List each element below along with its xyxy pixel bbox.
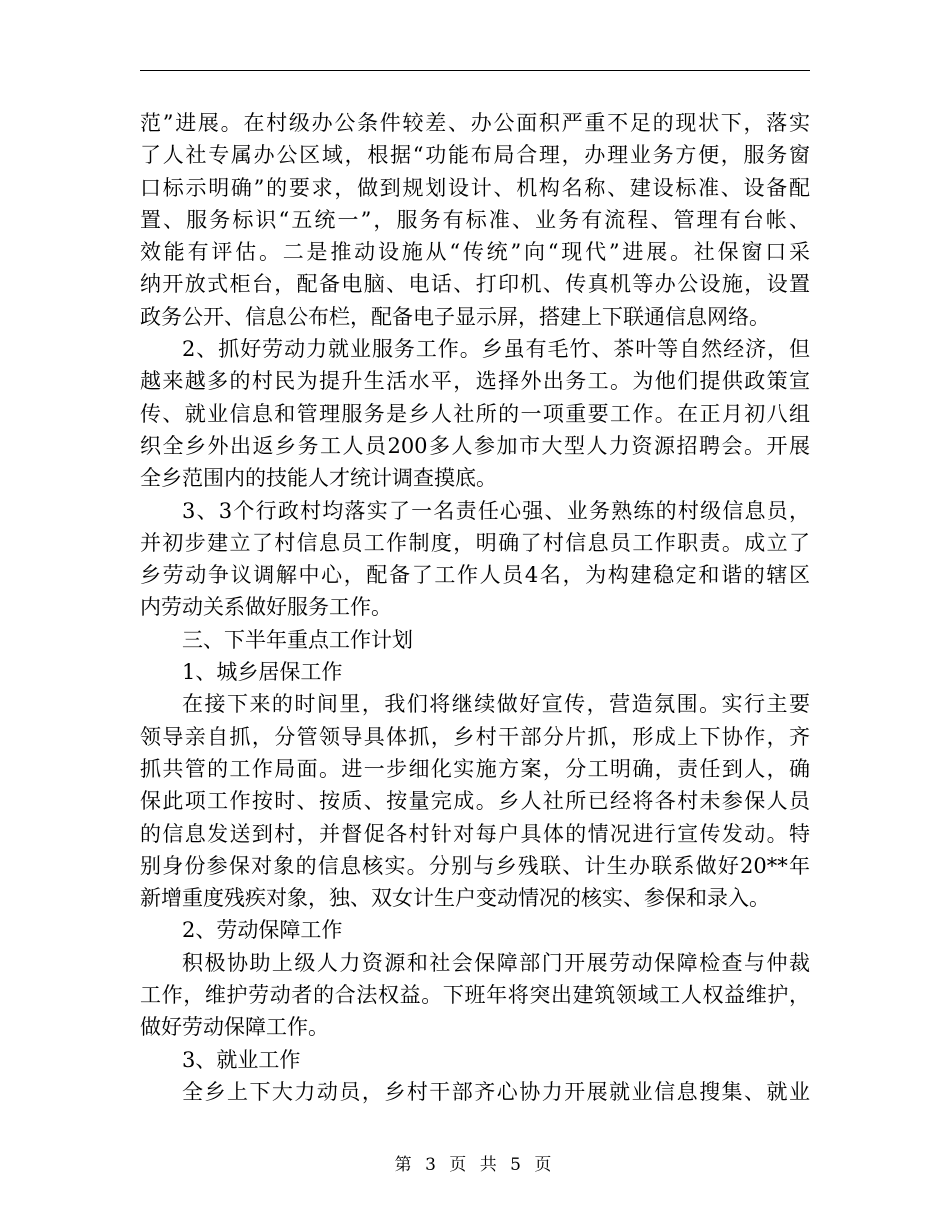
- page-footer: 第 3 页 共 5 页: [394, 1155, 556, 1175]
- text-line: 2、抓好劳动力就业服务工作。乡虽有毛竹、茶叶等自然经济，但: [182, 337, 810, 362]
- text-line: 1、城乡居保工作: [182, 660, 343, 685]
- header-rule: [140, 70, 810, 71]
- text-line: 做好劳动保障工作。: [140, 1015, 329, 1040]
- text-line: 领导亲自抓，分管领导具体抓，乡村干部分片抓，形成上下协作，齐: [140, 724, 810, 749]
- text-line: 抓共管的工作局面。进一步细化实施方案，分工明确，责任到人，确: [140, 756, 810, 781]
- text-line: 口标示明确”的要求，做到规划设计、机构名称、建设标准、设备配: [140, 175, 810, 200]
- text-line: 保此项工作按时、按质、按量完成。乡人社所已经将各村未参保人员: [140, 789, 810, 814]
- text-line: 政务公开、信息公布栏，配备电子显示屏，搭建上下联通信息网络。: [140, 304, 770, 329]
- text-line: 三、下半年重点工作计划: [182, 627, 413, 652]
- text-line: 新增重度残疾对象，独、双女计生户变动情况的核实、参保和录入。: [140, 886, 770, 911]
- text-line: 2、劳动保障工作: [182, 918, 343, 943]
- text-line: 织全乡外出返乡务工人员200多人参加市大型人力资源招聘会。开展: [140, 433, 810, 458]
- text-line: 别身份参保对象的信息核实。分别与乡残联、计生办联系做好20**年: [140, 853, 810, 878]
- text-line: 了人社专属办公区域，根据“功能布局合理，办理业务方便，服务窗: [140, 143, 810, 168]
- text-line: 乡劳动争议调解中心，配备了工作人员4名，为构建稳定和谐的辖区: [140, 563, 810, 588]
- text-line: 全乡上下大力动员，乡村干部齐心协力开展就业信息搜集、就业: [182, 1079, 810, 1104]
- text-line: 纳开放式柜台，配备电脑、电话、打印机、传真机等办公设施，设置: [140, 272, 810, 297]
- text-line: 内劳动关系做好服务工作。: [140, 595, 392, 620]
- text-line: 效能有评估。二是推动设施从“传统”向“现代”进展。社保窗口采: [140, 240, 810, 265]
- text-line: 越来越多的村民为提升生活水平，选择外出务工。为他们提供政策宣: [140, 369, 810, 394]
- document-body: [140, 107, 810, 1108]
- text-line: 范”进展。在村级办公条件较差、办公面积严重不足的现状下，落实: [140, 111, 810, 135]
- text-line: 3、3个行政村均落实了一名责任心强、业务熟练的村级信息员，: [182, 498, 810, 523]
- text-line: 在接下来的时间里，我们将继续做好宣传，营造氛围。实行主要: [182, 692, 810, 717]
- text-line: 积极协助上级人力资源和社会保障部门开展劳动保障检查与仲裁: [182, 950, 810, 975]
- text-line: 的信息发送到村，并督促各村针对每户具体的情况进行宣传发动。特: [140, 821, 810, 846]
- text-line: 置、服务标识“五统一”，服务有标准、业务有流程、管理有台帐、: [140, 207, 810, 232]
- text-line: 并初步建立了村信息员工作制度，明确了村信息员工作职责。成立了: [140, 530, 810, 555]
- text-line: 全乡范围内的技能人才统计调查摸底。: [140, 466, 497, 491]
- text-line: 工作，维护劳动者的合法权益。下班年将突出建筑领域工人权益维护，: [140, 983, 810, 1008]
- text-line: 3、就业工作: [182, 1047, 301, 1072]
- text-line: 传、就业信息和管理服务是乡人社所的一项重要工作。在正月初八组: [140, 401, 810, 426]
